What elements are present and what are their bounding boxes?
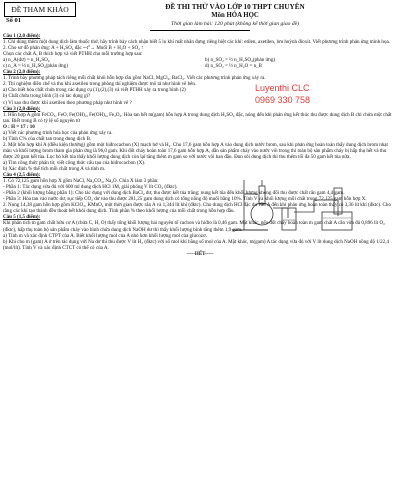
q1-option-c: c) n_A = ⅓ n_H₂SO₄(phản ứng) — [3, 63, 68, 70]
q5-intro: Khi phân tích m gam chất hữu cơ A (chứa C, H, O) thấy tổng khối lượng hai nguyên tố cacbon và hiđro là 0,46 gam. Mặt khác, nếu đốt cháy hoàn toàn m gam chất A cần vừa đủ 0,896 lít O₂ (đktc), hấp thụ toàn bộ sản phẩm cháy vào bình chứa dung dịch NaOH dư thì thấy khối lượng bình tăng thêm 1,9 gam. — [3, 220, 385, 233]
q3-ratio: O : H = 17 : 10 — [3, 123, 35, 130]
q4-part-1: 1. Có 72,125 gam hỗn hợp X gồm NaCl, Na₂CO₃, Na₂O. Chia X làm 3 phần: — [3, 178, 159, 185]
q3-part-2: 2. Một hỗn hợp khí A (điều kiện thường) gồm một hiđrocacbon (X) mạch hở và H₂. Cho 17,6 gam hỗn hợp A vào dung dịch nước brom, sau khi phản ứng hoàn toàn thấy dung dịch brom nhạt màu và khối lượng brom tham gia phản ứng là 96,0 gam. Khi đốt cháy hoàn toàn 17,6 gam hỗn hợp A, dẫn sản phẩm cháy vào nước vôi trong thì toàn bộ sản phẩm cháy bị hấp thụ hết và thu được 20 gam kết tủa. Lọc bỏ kết tủa thấy khối lượng dung dịch còn lại tăng thêm m gam so với nước vôi ban đầu. Đun sôi dung dịch thì thu thêm tối đa 50 gam kết tủa nữa. — [3, 141, 388, 160]
q2-part-2: 2. Thí nghiệm điều chế và thu khí axetilen trong phòng thí nghiệm được mô tả như hình vẽ bên. — [3, 81, 197, 88]
q1-part-1: 1. Chỉ dùng thêm một dung dịch làm thuốc thử, hãy trình bày cách nhận biết 5 lọ khí mất nhãn đựng riêng biệt các khí: etilen, axetilen, lưu huỳnh đioxit. Viết phương trình phản ứng minh họa. — [3, 39, 390, 46]
q5-title: Câu 5 (1,5 điểm): — [3, 214, 41, 221]
end-marker: -----HẾT----- — [186, 250, 214, 257]
q3-part-2a: a) Tìm công thức phân tử, viết công thức cấu tạo của hiđrocacbon (X). — [3, 159, 146, 166]
header-rule — [150, 30, 250, 31]
q1-option-d: d) n_SO₂ = ½ n_H₂O = n_B — [205, 63, 263, 70]
q1-title: Câu 1 (2,0 điểm): — [3, 33, 41, 39]
q3-part-1b: b) Tính C% của chất tan trong dung dịch B. — [3, 135, 92, 142]
q4-portion-2: - Phần 2 (khối lượng bằng phần 1): Cho tác dụng với dung dịch BaCl₂ dư, thu được kết tủa trắng; nung kết tủa đến khối lượng không đổi thu được chất rắn gam 4,4 gam. — [3, 190, 345, 197]
exam-number: Số 01 — [6, 17, 21, 24]
q1-option-b: b) n_SO₂ = ½ n_H₂SO₄(phản ứng) — [205, 57, 276, 64]
q2-part-2c: c) Vì sao thu được khí axetilen theo phương pháp như hình vẽ ? — [3, 99, 132, 106]
q3-title: Câu 3 (2,0 điểm): — [3, 105, 41, 112]
exam-title: ĐỀ THI THỬ VÀO LỚP 10 THPT CHUYÊN — [165, 3, 305, 11]
q2-part-2b: b) Chất chứa trong bình (3) có tác dụng gì? — [3, 93, 91, 100]
exam-content — [3, 33, 397, 257]
watermark-line-2: 0969 330 758 — [255, 95, 311, 105]
q5-part-b: b) Khi cho m (gam) A ở trên tác dụng với Na dư thì thu được V lít H₂ (đktc) với số mol khí bằng số mol của A. Mặt khác, m(gam) A tác dụng vừa đủ với V lít dung dịch NaOH nồng độ 1/22,4 (mol/lít). Tính V và xác định CTCT có thể có của A. — [3, 238, 389, 251]
exam-subject: Môn HÓA HỌC — [211, 12, 259, 19]
q3-part-1: 1. Hỗn hợp A gồm FeCO₃, FeO, Fe(OH)₂, Fe(OH)₃, Fe₃O₄. Hòa tan hết m(gam) hỗn hợp A trong dung dịch H₂SO₄ đặc, nóng dến khi phản ứng kết thúc thu được dung dịch B chỉ chứa một chất tan. Biết trong B có tỷ lệ số nguyên tử — [3, 111, 392, 124]
q4-portion-3: - Phần 3: Hòa tan vào nước dư, sục tiếp CO₂ dư vào thu được 281,25 gam dung dịch có tổng nồng độ muối bằng 10%. Tính V và khối lượng mỗi chất trong 72,125 gam hỗn hợp X. — [3, 196, 367, 203]
q2-part-2a: a) Cho biết hóa chất chứa trong các dụng cụ (1),(2),(3) và viết PTHH xảy ra trong bình (2) — [3, 87, 186, 94]
q3-part-1a: a) Viết các phương trình hóa học của phản ứng xảy ra. — [3, 129, 113, 136]
q1-option-a: a) n_A(dư) = n_H₂SO₄ — [3, 57, 50, 64]
q2-part-1: 1. Trình bày phương pháp tách riêng mỗi chất khỏi hỗn hợp rắn gồm NaCl, MgCl₂, BaCl₂. Viết các phương trình phản ứng xảy ra. — [3, 75, 266, 82]
q3-part-2b: b) Xác định % thể tích mỗi chất trong A và tính m. — [3, 166, 106, 173]
watermark-line-1: Luyenthi CLC — [255, 83, 310, 93]
q5-part-a: a) Tính m và xác định CTPT của A. Biết khối lượng mol của A nhỏ hơn khối lượng mol của glucozơ. — [3, 232, 207, 239]
q4-title: Câu 4 (2,5 điểm): — [3, 172, 41, 179]
q2-title: Câu 2 (2,0 điểm): — [3, 69, 41, 76]
q4-portion-1: - Phần 1: Tác dụng vừa đủ với 600 ml dung dịch HCl 1M, giải phóng V lít CO₂ (đktc). — [3, 184, 178, 191]
q1-part-2: 2. Cho sơ đồ phản ứng: A + H₂SO₄ đặc ─t°→ Muối B + H₂O + SO₂ ↑ — [3, 45, 144, 52]
exam-time: Thời gian làm bài: 120 phút (không kể thời gian giao đề) — [171, 21, 299, 27]
q4-part-2: 2. Nung 14,38 gam hỗn hợp gồm KClO₃, KMnO₄ một thời gian được rắn A và 1,344 lít khí (đktc). Cho dung dịch HCl đặc dư vào A đến khi phản ứng hoàn toàn thấy có 3,36 lít khí (đktc). Cho rằng các khí tạo thành đều thoát hết khỏi dung dịch. Tính phần % theo khối lượng của mỗi chất trong hỗn hợp đầu. — [3, 202, 391, 215]
exam-tag: ĐỀ THAM KHẢO — [4, 2, 76, 17]
q1-instruction: Chọn các chất A, B thích hợp và viết PTHH cho mỗi trường hợp sau: — [3, 51, 143, 58]
